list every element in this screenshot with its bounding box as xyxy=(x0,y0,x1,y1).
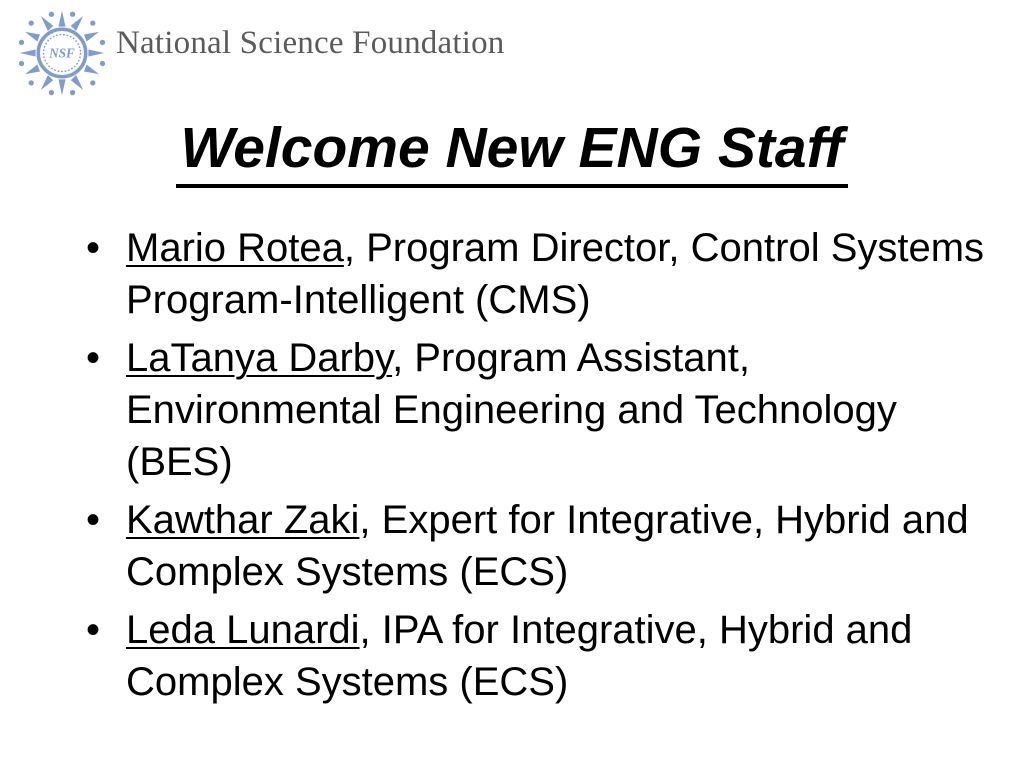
staff-description: , Program Director, Control Systems Program-Intelligent (CMS) xyxy=(126,226,985,322)
nsf-logo xyxy=(18,9,106,97)
staff-item xyxy=(86,494,986,598)
staff-item xyxy=(86,332,986,488)
staff-name: Leda Lunardi xyxy=(126,608,360,652)
staff-description: , IPA for Integrative, Hybrid and Complex Systems (ECS) xyxy=(126,608,913,704)
bullet-icon: • xyxy=(86,498,101,542)
bullet-icon: • xyxy=(86,608,101,652)
bullet-icon: • xyxy=(86,336,101,380)
staff-name: Kawthar Zaki xyxy=(126,498,360,542)
header xyxy=(18,8,504,98)
staff-description: , Program Assistant, Environmental Engineering and Technology (BES) xyxy=(126,336,897,484)
logo-text: NSF xyxy=(49,45,75,61)
staff-name: LaTanya Darby xyxy=(126,336,393,380)
staff-name: Mario Rotea xyxy=(126,226,344,270)
bullet-icon: • xyxy=(86,226,101,270)
org-name: National Science Foundation xyxy=(116,24,505,61)
slide-title-text: Welcome New ENG Staff xyxy=(176,112,847,188)
slide-title xyxy=(0,112,1024,188)
staff-list xyxy=(86,222,986,714)
staff-item xyxy=(86,222,986,326)
staff-item xyxy=(86,604,986,708)
staff-description: , Expert for Integrative, Hybrid and Complex Systems (ECS) xyxy=(126,498,969,594)
